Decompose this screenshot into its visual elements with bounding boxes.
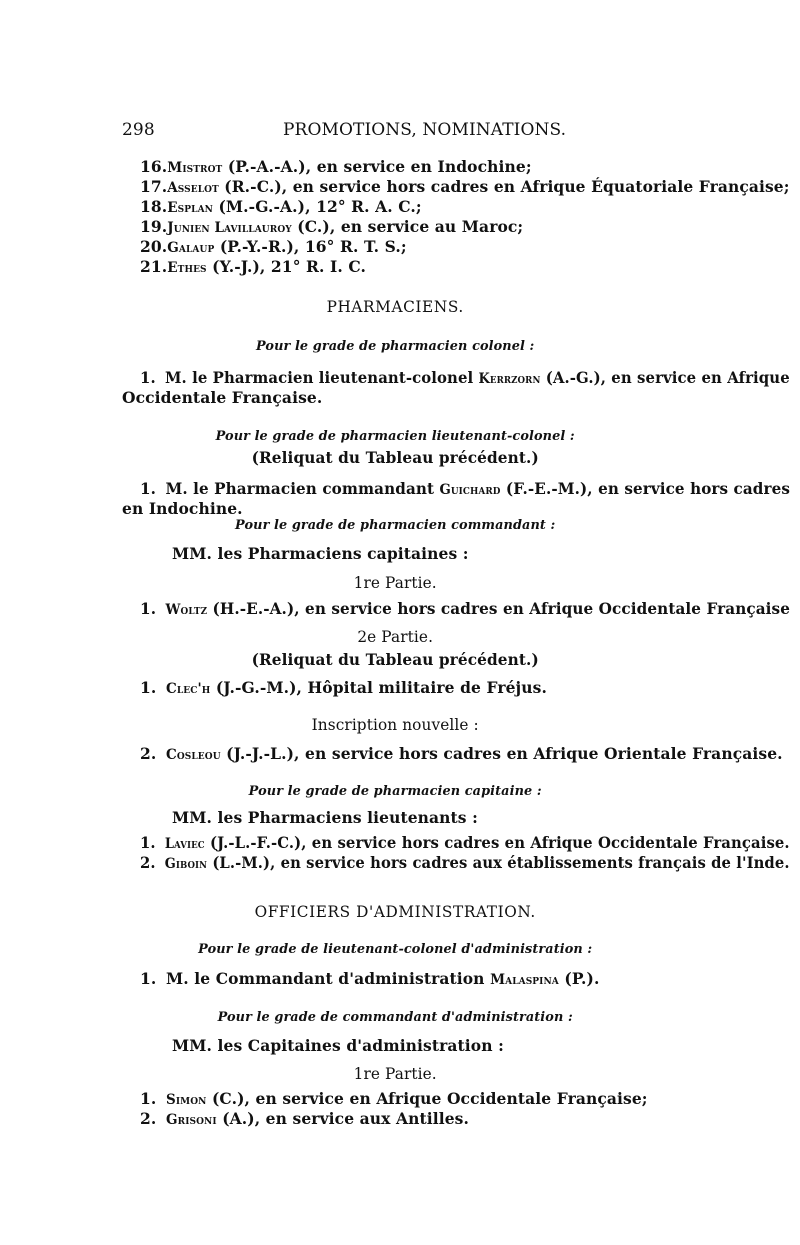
item-number: 21. xyxy=(140,257,168,276)
item-text: (C.), en service au Maroc; xyxy=(291,217,524,236)
item-name: Galaup xyxy=(167,240,215,256)
group-intro: MM. les Pharmaciens capitaines : xyxy=(172,544,469,563)
reliquat-note: (Reliquat du Tableau précédent.) xyxy=(251,448,539,467)
item-name: Laviec xyxy=(164,836,205,852)
item-name: Woltz xyxy=(165,602,208,618)
reliquat-note: (Reliquat du Tableau précédent.) xyxy=(251,650,539,669)
section-title-administration: OFFICIERS D'ADMINISTRATION. xyxy=(254,903,536,921)
item-text: (F.-E.-M.), en service hors cadres xyxy=(500,479,790,498)
item-name: Kerrzorn xyxy=(478,371,541,387)
item-text: (Y.-J.), 21° R. I. C. xyxy=(206,257,367,276)
list-item xyxy=(140,969,599,990)
item-name: Simon xyxy=(166,1092,207,1108)
list-item xyxy=(140,197,422,218)
list-item xyxy=(140,177,790,198)
item-text: (A.-G.), en service en Afrique xyxy=(540,368,790,387)
list-item xyxy=(140,368,790,389)
item-continuation: en Indochine. xyxy=(122,499,243,518)
group-intro: MM. les Capitaines d'administration : xyxy=(172,1036,504,1055)
item-text: (J.-J.-L.), en service hors cadres en Afrique Orientale Française. xyxy=(220,744,783,763)
item-number: 1. xyxy=(140,833,156,852)
item-continuation: Occidentale Française. xyxy=(122,388,323,407)
list-item xyxy=(140,1109,469,1130)
item-number: 1. xyxy=(140,678,157,697)
list-item xyxy=(140,853,790,874)
subsection-heading: Pour le grade de commandant d'administration : xyxy=(217,1010,573,1025)
item-name: Malaspina xyxy=(490,972,559,988)
list-item xyxy=(140,479,790,500)
item-number: 20. xyxy=(140,237,168,256)
list-item xyxy=(140,237,407,258)
list-item xyxy=(140,678,547,699)
part-label: 1re Partie. xyxy=(353,1065,437,1083)
item-name: Giboin xyxy=(164,856,208,872)
item-name: Grisoni xyxy=(166,1112,217,1128)
item-text: (P.). xyxy=(558,969,600,988)
item-name: Junien Lavillauroy xyxy=(167,220,292,236)
item-number: 1. xyxy=(140,1089,157,1108)
item-name: Clec'h xyxy=(166,681,211,697)
item-text: (J.-G.-M.), Hôpital militaire de Fréjus. xyxy=(210,678,547,697)
item-name: Esplan xyxy=(167,200,213,216)
item-number: 1. xyxy=(140,479,157,498)
list-item xyxy=(140,744,783,765)
part-label: 2e Partie. xyxy=(357,628,434,646)
section-title-pharmaciens: PHARMACIENS. xyxy=(326,298,464,316)
subsection-heading: Pour le grade de pharmacien commandant : xyxy=(235,518,556,533)
list-item xyxy=(140,257,366,278)
page-number: 298 xyxy=(122,120,155,140)
subsection-heading: Pour le grade de lieutenant-colonel d'administration : xyxy=(198,942,593,957)
running-title: PROMOTIONS, NOMINATIONS. xyxy=(283,120,567,140)
list-item xyxy=(140,833,790,854)
item-number: 1. xyxy=(140,969,157,988)
list-item xyxy=(140,599,790,620)
item-text: (M.-G.-A.), 12° R. A. C.; xyxy=(212,197,422,216)
item-text: (A.), en service aux Antilles. xyxy=(216,1109,470,1128)
item-number: 17. xyxy=(140,177,168,196)
item-number: 2. xyxy=(140,1109,157,1128)
group-intro: MM. les Pharmaciens lieutenants : xyxy=(172,808,478,827)
item-text: (P.-Y.-R.), 16° R. T. S.; xyxy=(214,237,407,256)
item-number: 1. xyxy=(140,599,157,618)
item-number: 16. xyxy=(140,157,168,176)
item-text: M. le Pharmacien lieutenant-colonel xyxy=(164,368,479,387)
subsection-heading: Pour le grade de pharmacien lieutenant-colonel : xyxy=(215,429,575,444)
item-text: (L.-M.), en service hors cadres aux établissements français de l'Inde. xyxy=(207,853,790,872)
item-text: (R.-C.), en service hors cadres en Afrique Équatoriale Française; xyxy=(218,177,790,196)
item-text: (H.-E.-A.), en service hors cadres en Afrique Occidentale Française xyxy=(207,599,791,618)
item-text: (C.), en service en Afrique Occidentale Française; xyxy=(206,1089,648,1108)
item-text: M. le Commandant d'administration xyxy=(166,969,491,988)
item-name: Ethes xyxy=(167,260,207,276)
item-name: Guichard xyxy=(439,482,501,498)
inscription-label: Inscription nouvelle : xyxy=(311,716,479,734)
item-name: Mistrot xyxy=(167,160,223,176)
item-name: Asselot xyxy=(167,180,219,196)
item-number: 18. xyxy=(140,197,168,216)
item-name: Cosleou xyxy=(166,747,221,763)
item-number: 2. xyxy=(140,744,157,763)
item-number: 1. xyxy=(140,368,156,387)
item-text: M. le Pharmacien commandant xyxy=(165,479,440,498)
item-text: (P.-A.-A.), en service en Indochine; xyxy=(222,157,532,176)
list-item xyxy=(140,157,532,178)
part-label: 1re Partie. xyxy=(353,574,437,592)
item-number: 2. xyxy=(140,853,156,872)
subsection-heading: Pour le grade de pharmacien capitaine : xyxy=(248,784,542,799)
item-text: (J.-L.-F.-C.), en service hors cadres en Afrique Occidentale Française. xyxy=(204,833,790,852)
list-item xyxy=(140,217,523,238)
subsection-heading: Pour le grade de pharmacien colonel : xyxy=(256,339,535,354)
item-number: 19. xyxy=(140,217,168,236)
list-item xyxy=(140,1089,648,1110)
